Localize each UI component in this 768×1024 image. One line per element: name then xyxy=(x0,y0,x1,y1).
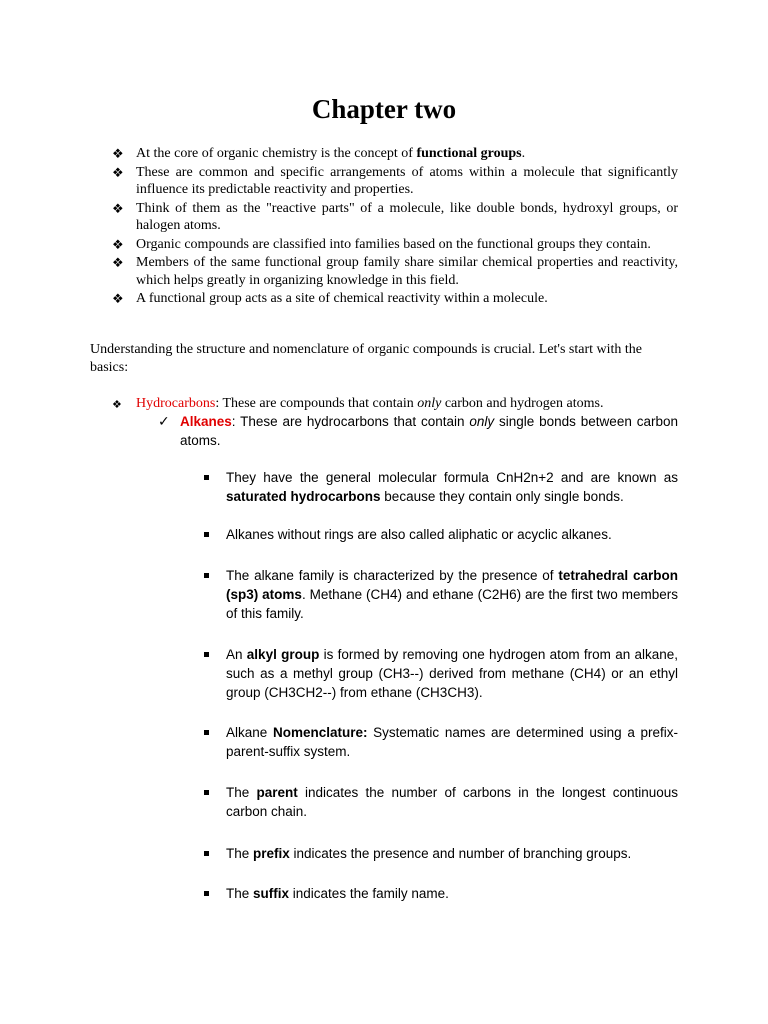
point-bold-text: prefix xyxy=(253,846,290,861)
alkanes-text-end: single bonds between carbon atoms. xyxy=(180,414,678,448)
list-item xyxy=(112,254,678,289)
point-text-end: indicates the family name. xyxy=(289,886,449,901)
list-item xyxy=(204,645,678,702)
point-text-end: because they contain only single bonds. xyxy=(380,489,624,504)
point-bold-text: tetrahedral carbon (sp3) atoms xyxy=(226,568,678,602)
point-text-end: indicates the number of carbons in the longest continuous carbon chain. xyxy=(226,785,678,819)
hydrocarbons-italic: only xyxy=(417,396,442,411)
alkanes-italic: only xyxy=(469,414,495,429)
point-text-end: Systematic names are determined using a prefix-parent-suffix system. xyxy=(226,725,679,759)
square-bullet-icon xyxy=(204,851,209,856)
bullet-text: At the core of organic chemistry is the concept of xyxy=(136,146,417,161)
point-text: The xyxy=(226,785,257,800)
point-text-end: is formed by removing one hydrogen atom from an alkane, such as a methyl group (CH3--) derived from methane (CH4) or an ethyl group (CH3CH2--) from ethane (CH3CH3). xyxy=(226,647,679,700)
square-bullet-icon xyxy=(204,573,209,578)
square-bullet-icon xyxy=(204,730,209,735)
list-item xyxy=(112,200,678,235)
list-item xyxy=(204,566,678,623)
list-item xyxy=(204,525,678,544)
intro-paragraph: Understanding the structure and nomenclature of organic compounds is crucial. Let's start with the basics: xyxy=(90,342,642,375)
diamond-bullet-icon: ❖ xyxy=(112,291,124,306)
alkanes-label: Alkanes xyxy=(180,414,232,429)
alkanes-item xyxy=(158,412,678,450)
point-text: The xyxy=(226,846,254,861)
square-bullet-icon xyxy=(204,532,209,537)
square-bullet-icon xyxy=(204,790,209,795)
point-text: They have the general molecular formula CnH2n+2 and are known as xyxy=(226,470,678,485)
diamond-bullet-icon: ❖ xyxy=(112,236,124,252)
point-bold-text: suffix xyxy=(253,886,290,901)
point-text: Alkane xyxy=(226,725,273,740)
list-item xyxy=(204,884,678,903)
point-text: The xyxy=(226,886,254,901)
list-item xyxy=(112,290,678,308)
bullet-text: Think of them as the "reactive parts" of a molecule, like double bonds, hydroxyl groups, or halogen atoms. xyxy=(136,200,678,233)
square-bullet-icon xyxy=(204,475,209,480)
point-text-end: . Methane (CH4) and ethane (C2H6) are the first two members of this family. xyxy=(226,587,678,621)
point-bold-text: alkyl group xyxy=(246,647,320,662)
point-bold-text: parent xyxy=(256,785,298,800)
bullet-text: Members of the same functional group family share similar chemical properties and reactivity, which helps greatly in organizing knowledge in this field. xyxy=(136,255,678,288)
point-text: The alkane family is characterized by the presence of xyxy=(226,568,559,583)
diamond-bullet-icon: ❖ xyxy=(112,399,122,411)
hydrocarbons-text-end: carbon and hydrogen atoms. xyxy=(441,396,604,411)
list-item xyxy=(204,468,678,506)
point-text: Alkanes without rings are also called aliphatic or acyclic alkanes. xyxy=(226,527,612,542)
hydrocarbons-item xyxy=(112,395,678,413)
diamond-bullet-icon: ❖ xyxy=(112,200,124,216)
alkanes-text: : These are hydrocarbons that contain xyxy=(231,414,470,429)
checkmark-icon: ✓ xyxy=(158,413,170,429)
square-bullet-icon xyxy=(204,652,209,657)
list-item xyxy=(204,723,678,761)
page-title: Chapter two xyxy=(311,94,457,124)
point-bold-text: saturated hydrocarbons xyxy=(226,489,381,504)
list-item xyxy=(112,145,678,163)
point-text: An xyxy=(226,647,247,662)
bullet-bold-text: functional groups xyxy=(416,146,522,161)
hydrocarbons-text: : These are compounds that contain xyxy=(215,396,418,411)
list-item xyxy=(112,164,678,199)
diamond-bullet-icon: ❖ xyxy=(112,146,124,161)
bullet-text: Organic compounds are classified into families based on the functional groups they contain. xyxy=(136,236,651,252)
point-text-end: indicates the presence and number of branching groups. xyxy=(289,846,632,861)
list-item xyxy=(204,783,678,821)
list-item xyxy=(112,236,678,254)
list-item xyxy=(204,844,678,863)
square-bullet-icon xyxy=(204,891,209,896)
hydrocarbons-label: Hydrocarbons xyxy=(136,396,216,411)
bullet-text: These are common and specific arrangements of atoms within a molecule that significantly influence its predictable reactivity and properties. xyxy=(136,164,678,197)
diamond-bullet-icon: ❖ xyxy=(112,255,124,270)
bullet-text: A functional group acts as a site of chemical reactivity within a molecule. xyxy=(136,291,548,306)
bullet-text-end: . xyxy=(521,146,526,161)
point-bold-text: Nomenclature: xyxy=(272,725,368,740)
diamond-bullet-icon: ❖ xyxy=(112,164,124,180)
intro-bullet-list xyxy=(112,145,678,309)
